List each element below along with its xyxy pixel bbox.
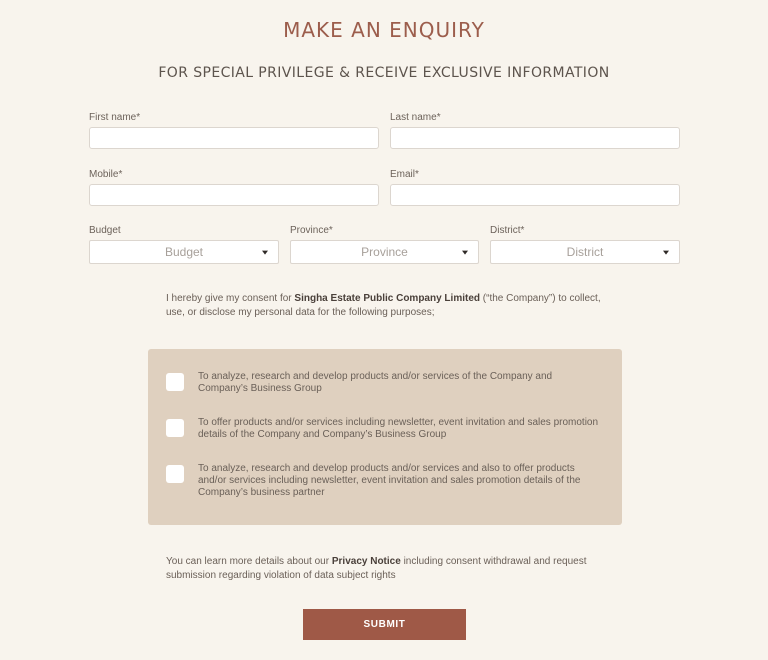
privacy-notice-link[interactable]: Privacy Notice <box>331 556 401 567</box>
page-subtitle: FOR SPECIAL PRIVILEGE & RECEIVE EXCLUSIVE INFORMATION <box>158 65 610 81</box>
company-name: Singha Estate Public Company Limited <box>294 293 480 304</box>
consent-intro <box>166 292 616 320</box>
district-placeholder: District <box>566 245 604 259</box>
mobile-label: Mobile* <box>89 169 123 180</box>
consent-option-1-text: To analyze, research and develop products and/or services of the Company and Company’s Business Group <box>198 371 553 394</box>
last-name-input[interactable] <box>390 127 680 149</box>
province-select[interactable] <box>290 240 479 264</box>
budget-select[interactable] <box>89 240 279 264</box>
district-label: District* <box>490 225 525 236</box>
district-select[interactable] <box>490 240 680 264</box>
consent-checkbox-2[interactable] <box>166 419 184 437</box>
chevron-down-icon <box>462 251 468 255</box>
page-title: MAKE AN ENQUIRY <box>283 18 485 42</box>
consent-checkbox-3[interactable] <box>166 465 184 483</box>
province-placeholder: Province <box>361 245 408 259</box>
email-label: Email* <box>390 169 419 180</box>
consent-option-3-text: To analyze, research and develop products and/or services and also to offer products and/or services including newsletter, event invitation and sales promotion details of the Company’s business partner <box>198 463 581 498</box>
first-name-label: First name* <box>89 112 141 123</box>
consent-options-box <box>148 349 622 525</box>
province-label: Province* <box>290 225 333 236</box>
consent-option-2 <box>166 417 606 441</box>
consent-option-1 <box>166 371 606 395</box>
consent-intro-before: I hereby give my consent for <box>166 293 295 304</box>
privacy-before: You can learn more details about our <box>166 556 332 567</box>
budget-label: Budget <box>89 225 121 236</box>
consent-checkbox-1[interactable] <box>166 373 184 391</box>
email-input[interactable] <box>390 184 680 206</box>
consent-intro-after: (“the Company”) to collect, use, or disclose my personal data for the following purposes; <box>166 293 601 318</box>
mobile-input[interactable] <box>89 184 379 206</box>
privacy-after: including consent withdrawal and request submission regarding violation of data subject rights <box>166 556 587 581</box>
last-name-label: Last name* <box>390 112 441 123</box>
consent-option-2-text: To offer products and/or services including newsletter, event invitation and sales promotion details of the Company and Company’s Business Group <box>198 417 599 440</box>
privacy-text <box>166 555 626 583</box>
consent-option-3 <box>166 463 606 499</box>
chevron-down-icon <box>663 251 669 255</box>
chevron-down-icon <box>262 251 268 255</box>
first-name-input[interactable] <box>89 127 379 149</box>
submit-button[interactable]: SUBMIT <box>303 609 466 640</box>
budget-placeholder: Budget <box>164 245 204 259</box>
